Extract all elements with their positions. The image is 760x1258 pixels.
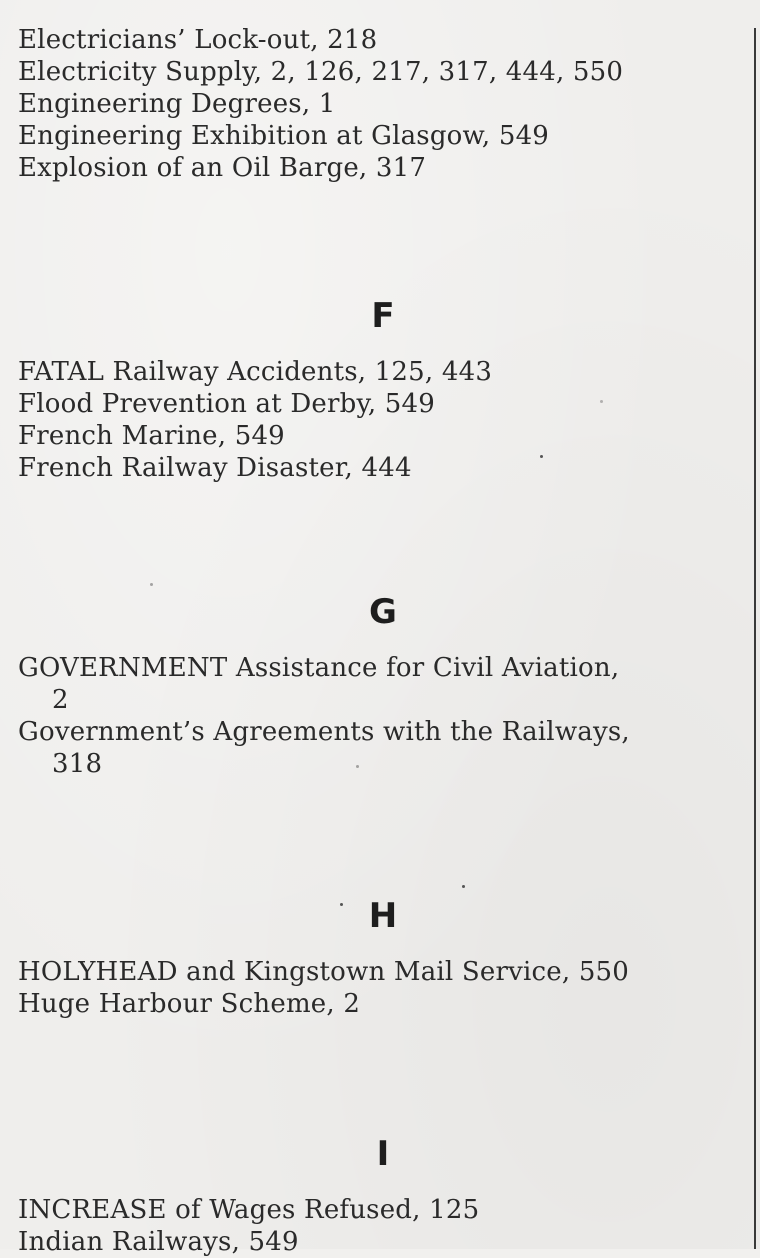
index-entry bbox=[18, 716, 748, 780]
section-h bbox=[18, 896, 748, 1020]
index-entry: Electricity Supply, 2, 126, 217, 317, 444, 550 bbox=[18, 57, 624, 87]
section-letter-heading: F bbox=[371, 296, 395, 336]
index-entry: French Marine, 549 bbox=[18, 421, 285, 451]
index-entry: HOLYHEAD and Kingstown Mail Service, 550 bbox=[18, 957, 630, 987]
index-entry: FATAL Railway Accidents, 125, 443 bbox=[18, 357, 493, 387]
entry-text: Government’s Agreements with the Railways, bbox=[18, 717, 630, 747]
index-entry: French Railway Disaster, 444 bbox=[18, 453, 412, 483]
index-entry: Huge Harbour Scheme, 2 bbox=[18, 989, 361, 1019]
entry-page-ref: 2 bbox=[52, 685, 69, 715]
section-f bbox=[18, 296, 748, 484]
index-entry: INCREASE of Wages Refused, 125 bbox=[18, 1195, 480, 1225]
section-g bbox=[18, 592, 748, 780]
column-rule bbox=[754, 28, 756, 1249]
index-content bbox=[18, 24, 748, 1258]
section-letter-heading: H bbox=[368, 896, 398, 936]
entry-page-ref: 318 bbox=[52, 749, 103, 779]
section-letter-heading: G bbox=[369, 592, 397, 632]
index-entry: Flood Prevention at Derby, 549 bbox=[18, 389, 436, 419]
index-entry: Engineering Degrees, 1 bbox=[18, 89, 336, 119]
index-entry: Indian Railways, 549 bbox=[18, 1227, 299, 1257]
section-letter-heading: I bbox=[376, 1134, 390, 1174]
index-entry bbox=[18, 652, 748, 716]
entry-text: GOVERNMENT Assistance for Civil Aviation, bbox=[18, 653, 620, 683]
section-e bbox=[18, 24, 748, 184]
index-entry: Explosion of an Oil Barge, 317 bbox=[18, 153, 427, 183]
section-i bbox=[18, 1134, 748, 1258]
index-entry: Engineering Exhibition at Glasgow, 549 bbox=[18, 121, 550, 151]
index-entry: Electricians’ Lock-out, 218 bbox=[18, 25, 378, 55]
